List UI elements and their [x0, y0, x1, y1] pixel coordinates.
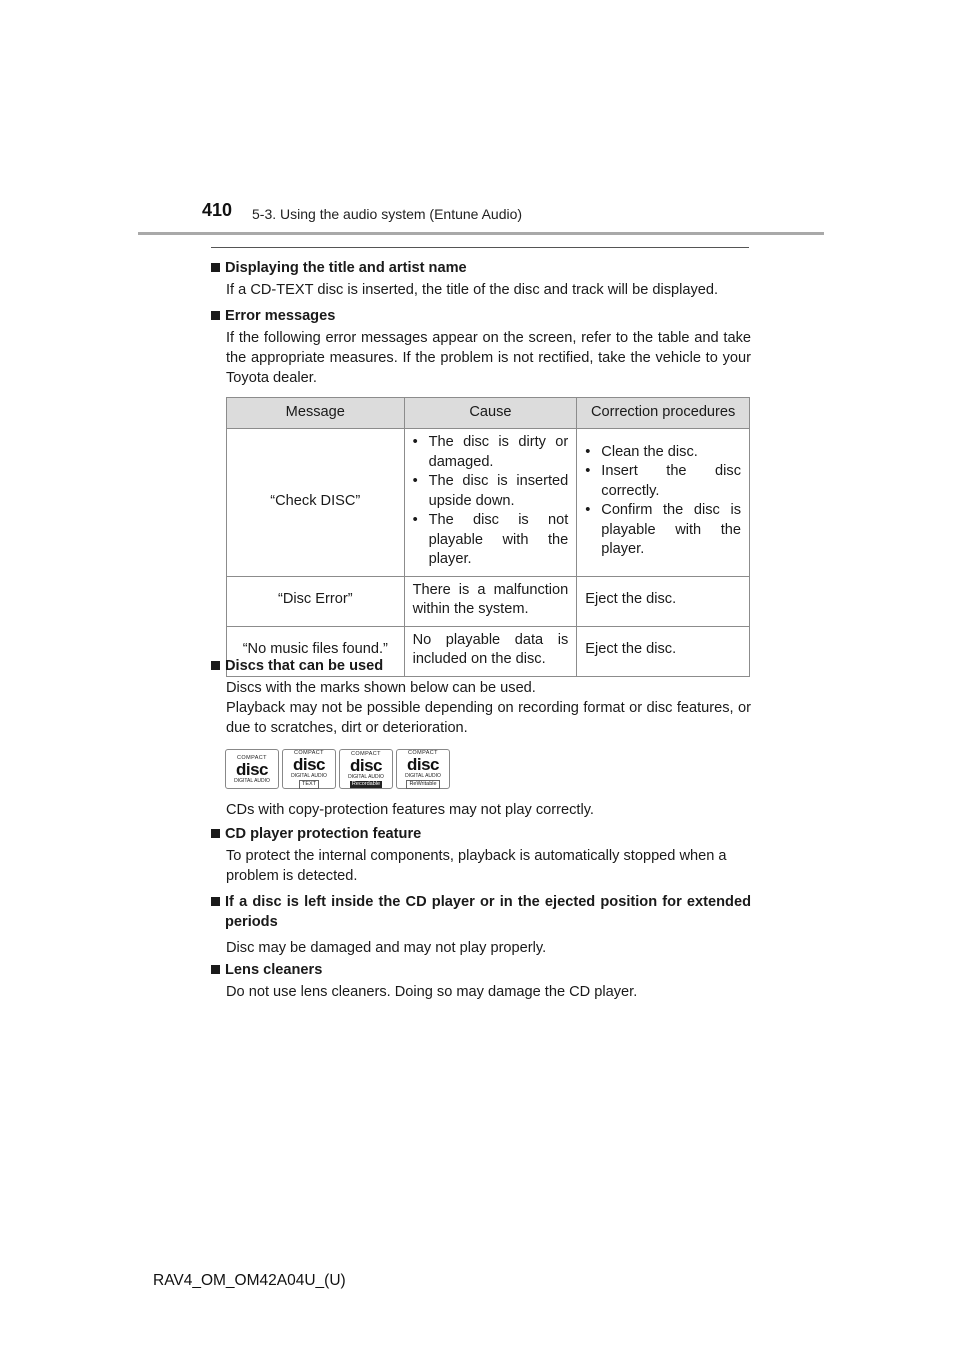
section-title: 5-3. Using the audio system (Entune Audio) — [252, 206, 523, 222]
list-item: • Insert the disc correctly. — [585, 463, 741, 499]
section-body: If a CD-TEXT disc is inserted, the title of the disc and track will be displayed. — [226, 282, 719, 298]
section-lens-cleaners — [211, 960, 751, 1002]
correction-cell — [577, 429, 750, 577]
message-cell: “No music files found.” — [227, 626, 405, 676]
error-message-table — [226, 397, 750, 677]
header-rule — [138, 232, 824, 235]
content-rule — [211, 247, 749, 248]
column-header-correction: Correction procedures — [577, 398, 750, 429]
list-item: • Confirm the disc is playable with the player. — [585, 502, 741, 558]
table-row — [227, 429, 750, 577]
cause-cell — [404, 429, 577, 577]
section-body: Do not use lens cleaners. Doing so may damage the CD player. — [226, 984, 638, 1000]
table-row — [227, 576, 750, 626]
square-bullet-icon — [211, 311, 220, 320]
section-heading: Lens cleaners — [211, 960, 751, 980]
section-heading: CD player protection feature — [211, 824, 751, 844]
section-heading: Displaying the title and artist name — [211, 258, 751, 278]
footer-code: RAV4_OM_OM42A04U_(U) — [153, 1272, 346, 1289]
page-header — [0, 0, 960, 240]
list-item: • The disc is not playable with the player. — [412, 512, 569, 567]
section-heading: Error messages — [211, 306, 751, 326]
square-bullet-icon — [211, 263, 220, 272]
copy-protection-note: CDs with copy-protection features may not play correctly. — [226, 802, 594, 818]
section-heading: If a disc is left inside the CD player or in the ejected position for extended periods — [211, 892, 751, 932]
section-body: To protect the internal components, playback is automatically stopped when a problem is detected. — [226, 848, 727, 884]
list-item: • Clean the disc. — [585, 443, 698, 460]
message-cell: “Check DISC” — [227, 429, 405, 577]
correction-cell: Eject the disc. — [577, 626, 750, 676]
list-item: • The disc is inserted upside down. — [412, 473, 569, 509]
page-number: 410 — [202, 200, 233, 220]
section-title-artist — [211, 258, 751, 300]
square-bullet-icon — [211, 897, 220, 906]
compact-disc-recordable-logo: COMPACT disc DIGITAL AUDIO Recordable — [339, 749, 393, 789]
section-error-messages — [211, 306, 751, 388]
compact-disc-rewritable-logo: COMPACT disc DIGITAL AUDIO ReWritable — [396, 749, 450, 789]
square-bullet-icon — [211, 661, 220, 670]
cause-cell: No playable data is included on the disc. — [404, 626, 577, 676]
compact-disc-text-logo: COMPACT disc DIGITAL AUDIO TEXT — [282, 749, 336, 789]
section-left-inside — [211, 892, 751, 958]
cause-cell: There is a malfunction within the system. — [404, 576, 577, 626]
message-cell: “Disc Error” — [227, 576, 405, 626]
column-header-message: Message — [227, 398, 405, 429]
table-header-row — [227, 398, 750, 429]
section-protection — [211, 824, 751, 886]
section-body: Disc may be damaged and may not play properly. — [226, 940, 547, 956]
compact-disc-logo: COMPACT disc DIGITAL AUDIO — [225, 749, 279, 789]
disc-logo-row — [225, 749, 450, 789]
correction-cell: Eject the disc. — [577, 576, 750, 626]
section-heading: Discs that can be used — [211, 656, 751, 676]
list-item: • The disc is dirty or damaged. — [412, 434, 569, 470]
section-discs — [211, 656, 751, 738]
square-bullet-icon — [211, 829, 220, 838]
section-body: Playback may not be possible depending on recording format or disc features, or due to scratches, dirt or deterioration. — [226, 700, 751, 736]
section-body: If the following error messages appear on the screen, refer to the table and take the appropriate measures. If the problem is not rectified, take the vehicle to your Toyota dealer. — [226, 330, 751, 386]
column-header-cause: Cause — [404, 398, 577, 429]
square-bullet-icon — [211, 965, 220, 974]
section-body: Discs with the marks shown below can be used. — [226, 680, 536, 696]
